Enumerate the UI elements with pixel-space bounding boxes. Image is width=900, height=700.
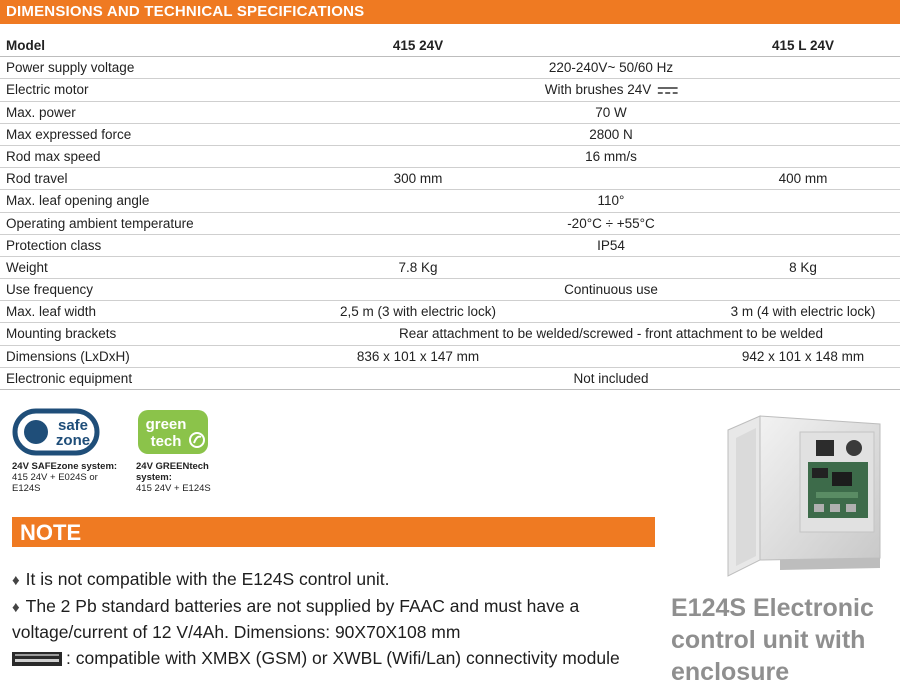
row-label: Mounting brackets [6, 326, 117, 342]
table-row [0, 57, 900, 79]
row-value-415l: 8 Kg [789, 259, 817, 275]
greentech-logo [136, 408, 210, 456]
row-value-415l: 400 mm [778, 171, 828, 187]
row-value: 16 mm/s [585, 148, 637, 164]
safezone-logo-line1: safe [57, 417, 89, 434]
safezone-caption-text: 415 24V + E024S or E124S [12, 472, 98, 494]
row-label: Protection class [6, 237, 102, 253]
note-banner [12, 517, 655, 547]
safezone-logo-line2: zone [55, 432, 91, 449]
row-value-with-symbol [545, 82, 678, 97]
row-value-415: 836 x 101 x 147 mm [356, 348, 480, 364]
row-label: Use frequency [6, 282, 94, 298]
safezone-caption [12, 461, 122, 494]
table-row [0, 235, 900, 257]
row-label: Max. leaf opening angle [6, 193, 150, 209]
row-label: Max. leaf width [6, 304, 97, 320]
row-value: 2800 N [589, 126, 633, 142]
row-value: 110° [597, 193, 625, 209]
table-row [0, 79, 900, 101]
table-row [0, 346, 900, 368]
row-value: Not included [573, 370, 649, 386]
row-value: 220-240V~ 50/60 Hz [548, 60, 674, 76]
table-row [0, 124, 900, 146]
row-label: Dimensions (LxDxH) [6, 348, 130, 364]
table-row [0, 301, 900, 323]
note-text: The 2 Pb standard batteries are not supplied by FAAC and must have a [25, 596, 580, 616]
row-value-415l: 3 m (4 with electric lock) [730, 304, 876, 320]
greentech-caption [136, 461, 246, 494]
diamond-bullet-icon: ♦ [12, 572, 20, 589]
spec-table [0, 35, 900, 390]
banner-title: DIMENSIONS AND TECHNICAL SPECIFICATIONS [6, 3, 365, 20]
row-label: Power supply voltage [6, 60, 135, 76]
row-value: 70 W [595, 104, 627, 120]
row-value-415: 300 mm [393, 171, 443, 187]
row-label: Max expressed force [6, 126, 132, 142]
note-item [12, 596, 579, 617]
section-banner [0, 0, 900, 24]
row-value: IP54 [597, 237, 625, 253]
table-row [0, 146, 900, 168]
table-row [0, 102, 900, 124]
table-row [0, 279, 900, 301]
header-model-label: Model [6, 38, 45, 53]
row-value: Continuous use [564, 282, 658, 298]
header-415l-24v: 415 L 24V [771, 38, 835, 53]
row-label: Rod travel [6, 171, 68, 187]
greentech-caption-title: 24V GREENtech system: [136, 461, 209, 483]
table-row [0, 368, 900, 390]
note-title: NOTE [20, 520, 82, 545]
row-label: Electronic equipment [6, 370, 133, 386]
connect-logo-icon [12, 652, 62, 666]
row-label: Weight [6, 259, 48, 275]
greentech-caption-text: 415 24V + E124S [136, 483, 211, 494]
row-value-415: 7.8 Kg [398, 259, 438, 275]
table-row [0, 213, 900, 235]
direct-current-icon [657, 86, 677, 95]
header-415-24v: 415 24V [392, 38, 444, 53]
greentech-logo-line2: tech [150, 433, 182, 450]
row-label: Operating ambient temperature [6, 215, 194, 231]
table-row [0, 190, 900, 212]
safezone-caption-title: 24V SAFEzone system: [12, 461, 118, 472]
product-caption: E124S Electronic control unit with enclosure [671, 594, 874, 686]
table-row [0, 168, 900, 190]
note-text: It is not compatible with the E124S control unit. [25, 569, 390, 589]
row-label: Electric motor [6, 82, 89, 98]
row-label: Rod max speed [6, 148, 101, 164]
table-row [0, 323, 900, 345]
row-label: Max. power [6, 104, 76, 120]
row-value: Rear attachment to be welded/screwed - front attachment to be welded [399, 326, 823, 342]
safezone-logo [12, 408, 100, 456]
row-value: With brushes 24V [544, 82, 652, 98]
note-text: : compatible with XMBX (GSM) or XWBL (Wifi/Lan) connectivity module [66, 648, 620, 668]
note-item [12, 648, 620, 669]
table-header-row [0, 35, 900, 57]
row-value-415l: 942 x 101 x 148 mm [741, 348, 865, 364]
control-unit-enclosure-image [720, 410, 890, 582]
table-row [0, 257, 900, 279]
note-item [12, 569, 389, 590]
row-value: -20°C ÷ +55°C [567, 215, 655, 231]
diamond-bullet-icon: ♦ [12, 599, 20, 616]
greentech-logo-line1: green [145, 416, 187, 433]
row-value-415: 2,5 m (3 with electric lock) [339, 304, 497, 320]
note-text-continuation: voltage/current of 12 V/4Ah. Dimensions: 90X70X108 mm [12, 622, 461, 642]
